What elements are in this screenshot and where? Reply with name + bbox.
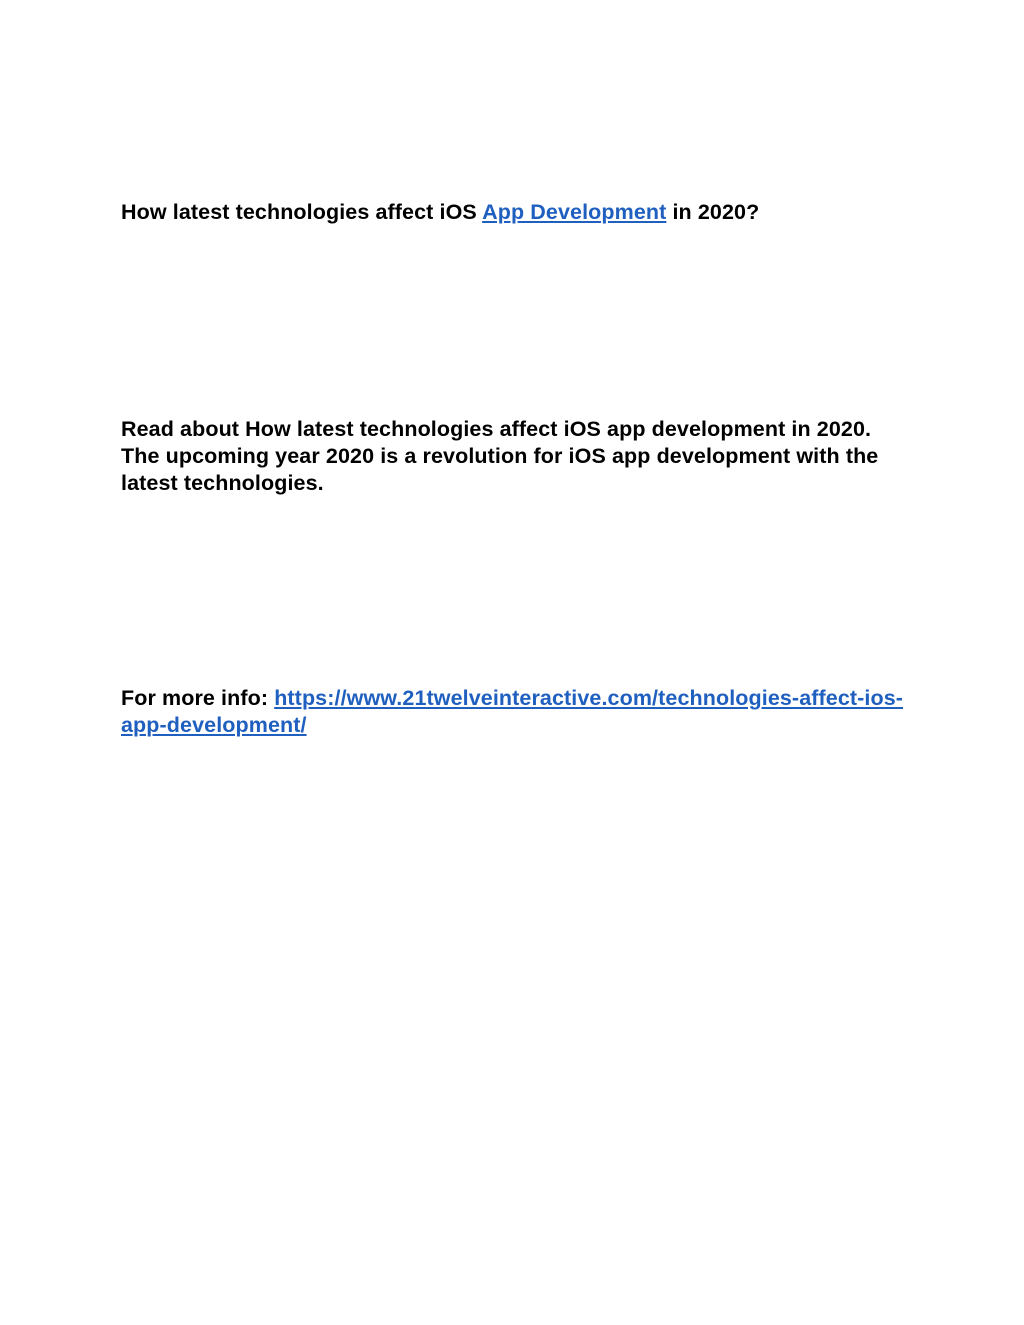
document-heading bbox=[121, 199, 911, 226]
heading-suffix: in 2020? bbox=[666, 200, 760, 224]
heading-prefix: How latest technologies affect iOS bbox=[121, 200, 483, 224]
more-info-url-link[interactable]: https://www.21twelveinteractive.com/technologies-affect-ios-app-development/ bbox=[121, 686, 904, 737]
more-info-label: For more info: bbox=[121, 686, 275, 710]
more-info-paragraph bbox=[121, 685, 921, 739]
app-development-link[interactable]: App Development bbox=[482, 200, 667, 224]
summary-paragraph: Read about How latest technologies affect iOS app development in 2020. The upcoming year 2020 is a revolution for iOS app development with the latest technologies. bbox=[121, 417, 879, 495]
